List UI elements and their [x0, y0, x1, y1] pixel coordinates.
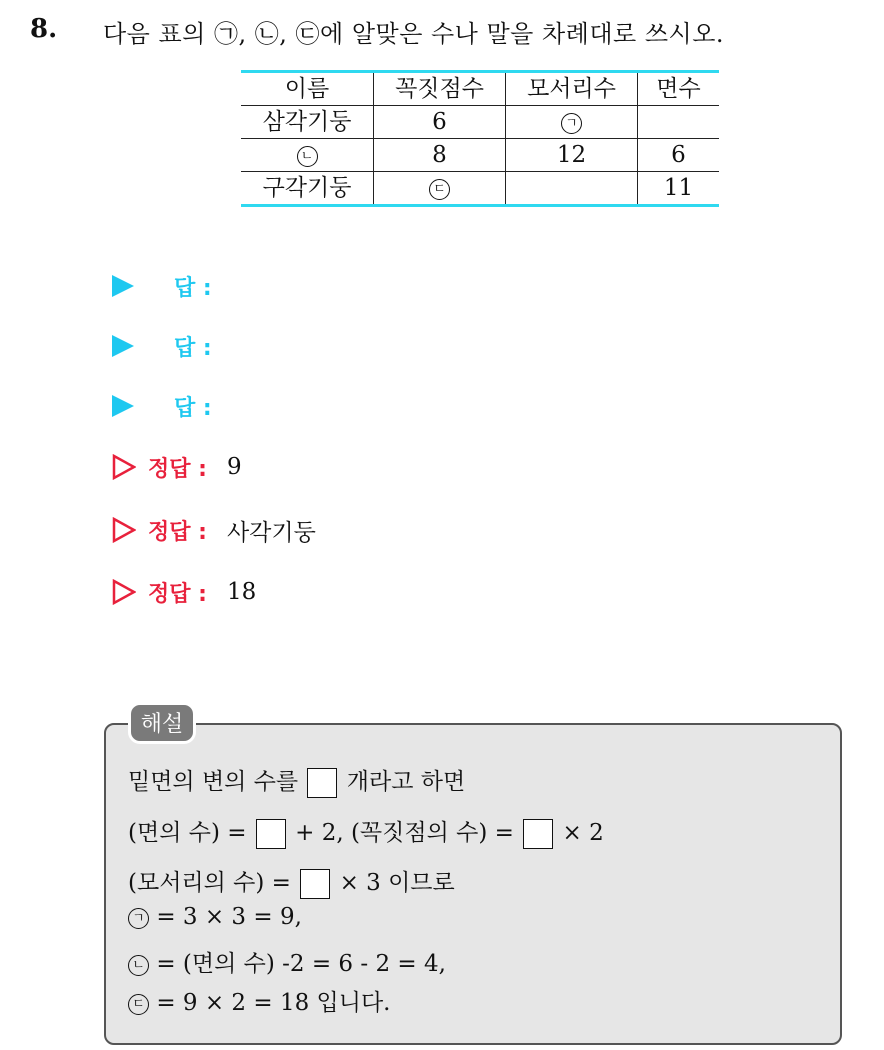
- solution-line: [112, 515, 316, 545]
- circled-marker: ㄴ: [297, 146, 318, 167]
- question-text: 다음 표의 ㉠, ㉡, ㉢에 알맞은 수나 말을 차례대로 쓰시오.: [103, 20, 725, 48]
- table-cell: 12: [506, 139, 638, 172]
- circled-marker: ㄱ: [128, 908, 149, 929]
- answer-line[interactable]: [112, 331, 212, 361]
- solution-label: 정답 :: [148, 581, 207, 607]
- circled-marker: ㄱ: [561, 113, 582, 134]
- explanation-text: × 2: [562, 820, 604, 846]
- table-cell: 6: [638, 139, 720, 172]
- explanation-line: [128, 984, 391, 1017]
- filled-triangle-icon: [112, 335, 134, 357]
- circled-marker: ㄷ: [128, 994, 149, 1015]
- table-header-row: [241, 72, 719, 106]
- explanation-text: = 3 × 3 = 9,: [156, 904, 302, 930]
- filled-triangle-icon: [112, 275, 134, 297]
- table-row: [241, 106, 719, 139]
- outline-triangle-icon: [112, 454, 136, 480]
- table-cell: 8: [374, 139, 506, 172]
- explanation-line: [128, 904, 302, 930]
- solution-value: 18: [226, 579, 257, 605]
- table-header-cell: 모서리수: [506, 72, 638, 106]
- table-cell: [374, 172, 506, 206]
- explanation-line: [128, 945, 446, 978]
- explanation-text: + 2, (꼭짓점의 수) =: [295, 820, 514, 846]
- blank-box: [523, 819, 553, 849]
- outline-triangle-icon: [112, 579, 136, 605]
- solution-label: 정답 :: [148, 456, 207, 482]
- answer-line[interactable]: [112, 271, 212, 301]
- table-header-cell: 이름: [241, 72, 374, 106]
- table-cell: [241, 139, 374, 172]
- explanation-text: = (면의 수) -2 = 6 - 2 = 4,: [156, 951, 446, 977]
- data-table: [241, 70, 719, 207]
- solution-label: 정답 :: [148, 519, 207, 545]
- table-header-cell: 꼭짓점수: [374, 72, 506, 106]
- table-header-cell: 면수: [638, 72, 720, 106]
- blank-box: [256, 819, 286, 849]
- answer-label: 답 :: [174, 395, 212, 421]
- explanation-text: = 9 × 2 = 18 입니다.: [156, 990, 391, 1016]
- answer-label: 답 :: [174, 275, 212, 301]
- table-cell: [506, 106, 638, 139]
- table-cell: 삼각기둥: [241, 106, 374, 139]
- table-cell: 6: [374, 106, 506, 139]
- question-number: 8.: [30, 14, 58, 44]
- explanation-line: [128, 763, 465, 798]
- solution-line: [112, 452, 242, 482]
- circled-marker: ㄷ: [429, 179, 450, 200]
- solution-value: 9: [226, 454, 242, 480]
- table-row: [241, 139, 719, 172]
- table-cell: 구각기둥: [241, 172, 374, 206]
- answer-label: 답 :: [174, 335, 212, 361]
- outline-triangle-icon: [112, 517, 136, 543]
- answer-line[interactable]: [112, 391, 212, 421]
- filled-triangle-icon: [112, 395, 134, 417]
- explanation-text: (모서리의 수) =: [128, 870, 291, 896]
- table-cell: 11: [638, 172, 720, 206]
- solution-value: 사각기둥: [226, 519, 316, 546]
- explanation-text: 밑면의 변의 수를: [128, 769, 299, 795]
- table-cell: [638, 106, 720, 139]
- blank-box: [300, 869, 330, 899]
- circled-marker: ㄴ: [128, 955, 149, 976]
- explanation-text: × 3 이므로: [339, 870, 455, 896]
- table-cell: [506, 172, 638, 206]
- explanation-text: (면의 수) =: [128, 820, 247, 846]
- explanation-line: [128, 864, 455, 899]
- solution-line: [112, 577, 256, 607]
- explanation-line: [128, 814, 604, 849]
- explanation-text: 개라고 하면: [346, 769, 466, 795]
- blank-box: [307, 768, 337, 798]
- explanation-tab: 해설: [128, 702, 196, 744]
- table-row: [241, 172, 719, 206]
